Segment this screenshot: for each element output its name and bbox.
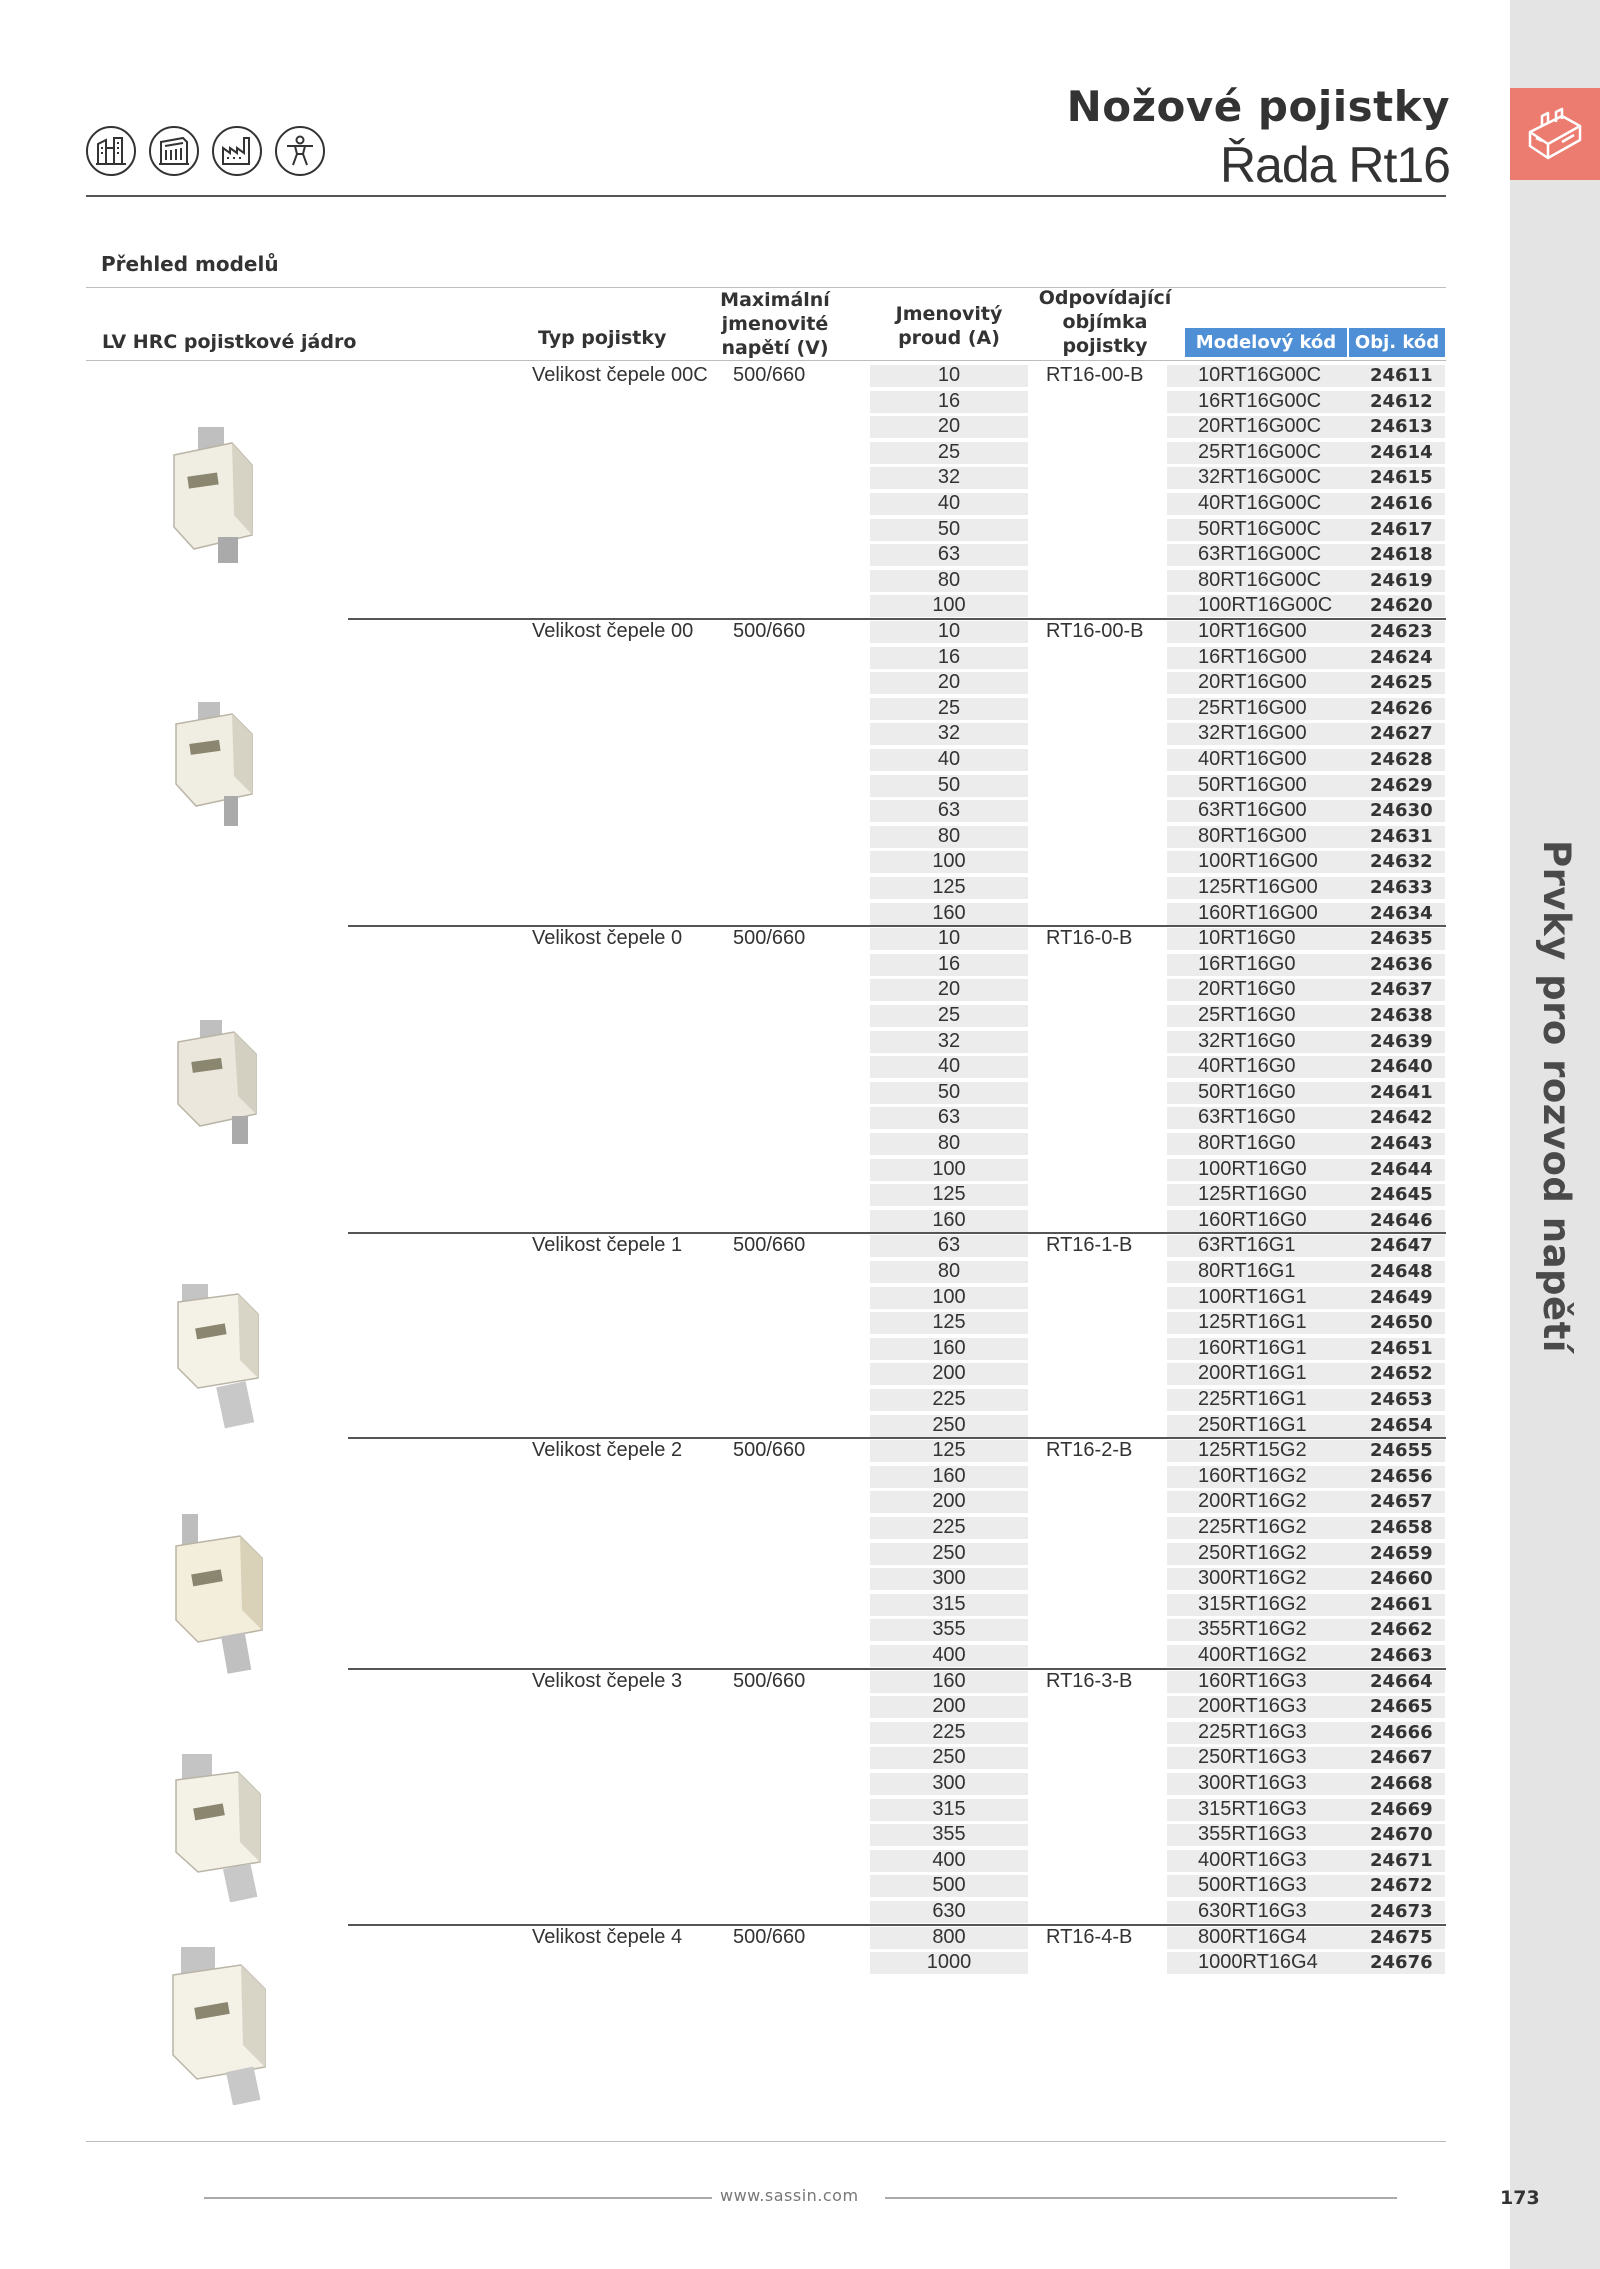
model-code: 50RT16G00C [1198,517,1322,540]
order-code: 24611 [1370,365,1433,386]
model-code: 10RT16G0 [1198,927,1296,950]
model-code: 32RT16G00 [1198,722,1307,745]
rated-current: 25 [937,440,961,463]
rated-current: 160 [932,1336,966,1359]
rated-current: 355 [932,1823,966,1846]
residential-building-icon [86,126,136,176]
rated-current: 32 [937,1029,961,1052]
model-code: 160RT16G1 [1198,1336,1307,1359]
rated-current: 800 [932,1925,966,1948]
rated-current: 355 [932,1618,966,1641]
order-code: 24633 [1370,877,1433,898]
col-code: Obj. kód [1349,328,1445,357]
rated-current: 20 [937,671,961,694]
order-code: 24668 [1370,1773,1433,1794]
col-voltage-line2: jmenovité [721,313,829,335]
table-row [0,1438,1600,1464]
col-type: Typ pojistky [538,327,667,349]
table-row [0,849,1600,875]
order-code: 24667 [1370,1747,1433,1769]
col-holder-line1: Odpovídající [1038,287,1172,309]
rated-current: 200 [932,1490,966,1513]
model-code: 160RT16G00 [1198,901,1318,924]
model-code: 160RT16G0 [1198,1208,1307,1231]
order-code: 24658 [1370,1517,1433,1538]
page-title: Nožové pojistky [1066,82,1450,131]
model-code: 40RT16G00C [1198,492,1322,514]
col-holder [1030,286,1180,358]
order-code: 24629 [1370,774,1433,796]
order-code: 24675 [1370,1926,1433,1948]
side-icon-box [1510,88,1600,180]
model-code: 10RT16G00 [1198,620,1307,642]
model-code: 125RT16G00 [1198,876,1318,898]
model-code: 25RT16G00 [1198,696,1307,719]
rated-current: 16 [937,952,961,975]
rated-current: 225 [932,1720,966,1743]
fuse-image-1 [168,1280,278,1435]
model-code: 63RT16G00 [1198,799,1307,822]
model-code: 25RT16G00C [1198,440,1322,463]
fuse-holder: RT16-00-B [1046,364,1144,386]
model-code: 25RT16G0 [1198,1004,1296,1026]
model-code: 1000RT16G4 [1198,1951,1318,1974]
table-row [0,1208,1600,1234]
rated-voltage: 500/660 [733,927,806,950]
rated-current: 125 [932,1439,966,1462]
rated-current: 125 [932,1183,966,1206]
model-code: 200RT16G1 [1198,1362,1307,1385]
order-code: 24612 [1370,390,1433,412]
rated-current: 250 [932,1541,966,1564]
rated-current: 63 [937,543,961,566]
order-code: 24665 [1370,1696,1433,1718]
rated-voltage: 500/660 [733,620,806,642]
rated-current: 20 [937,415,961,438]
model-code: 315RT16G3 [1198,1797,1307,1820]
fuse-image-2 [170,1510,280,1680]
rated-voltage: 500/660 [733,1669,806,1692]
model-code: 355RT16G3 [1198,1823,1307,1846]
page-number: 173 [1500,2187,1540,2209]
order-code: 24637 [1370,979,1433,1001]
table-row [0,901,1600,927]
order-code: 24646 [1370,1209,1433,1231]
fuse-holder: RT16-4-B [1046,1925,1133,1948]
fuse-image-4 [165,1945,285,2110]
order-code: 24624 [1370,646,1433,668]
order-code: 24631 [1370,825,1433,847]
fuse-holder: RT16-1-B [1046,1234,1133,1257]
order-code: 24647 [1370,1235,1433,1257]
rated-current: 50 [937,1080,961,1103]
fuse-holder: RT16-3-B [1046,1669,1133,1692]
rated-current: 10 [937,620,961,642]
rated-current: 160 [932,1669,966,1692]
rated-current: 100 [932,850,966,873]
order-code: 24618 [1370,544,1433,566]
fuse-type: Velikost čepele 0 [532,927,683,950]
table-row [0,926,1600,952]
rated-current: 32 [937,466,961,489]
order-code: 24619 [1370,569,1433,591]
table-row [0,645,1600,671]
table-row [0,1464,1600,1490]
rated-current: 315 [932,1797,966,1820]
rated-current: 225 [932,1516,966,1538]
order-code: 24673 [1370,1901,1433,1922]
order-code: 24657 [1370,1491,1433,1513]
model-code: 300RT16G3 [1198,1772,1307,1794]
model-code: 80RT16G1 [1198,1260,1296,1282]
rated-voltage: 500/660 [733,1234,806,1257]
model-code: 80RT16G00C [1198,568,1322,591]
order-code: 24626 [1370,697,1433,719]
order-code: 24628 [1370,749,1433,770]
model-code: 225RT16G1 [1198,1388,1307,1410]
rated-current: 225 [932,1388,966,1410]
table-row [0,593,1600,619]
order-code: 24645 [1370,1184,1433,1206]
table-row [0,875,1600,901]
order-code: 24640 [1370,1056,1433,1078]
order-code: 24642 [1370,1107,1433,1129]
model-code: 63RT16G00C [1198,543,1322,566]
table-row [0,1157,1600,1183]
model-code: 100RT16G1 [1198,1285,1307,1308]
rated-current: 400 [932,1644,966,1666]
model-code: 250RT16G3 [1198,1746,1307,1769]
order-code: 24666 [1370,1721,1433,1743]
order-code: 24654 [1370,1414,1433,1436]
order-code: 24671 [1370,1849,1433,1871]
rated-current: 40 [937,1055,961,1078]
order-code: 24651 [1370,1337,1433,1359]
rated-voltage: 500/660 [733,1439,806,1462]
model-code: 100RT16G0 [1198,1157,1307,1180]
model-code: 16RT16G0 [1198,952,1296,975]
order-code: 24636 [1370,953,1433,975]
model-code: 400RT16G3 [1198,1848,1307,1871]
order-code: 24652 [1370,1363,1433,1385]
order-code: 24634 [1370,902,1433,924]
model-code: 80RT16G00 [1198,824,1307,847]
fuse-box-icon [1522,102,1588,166]
fuse-type: Velikost čepele 4 [532,1925,683,1948]
table-row [0,568,1600,594]
rated-current: 100 [932,1285,966,1308]
rated-current: 25 [937,696,961,719]
header-bottom-rule [86,360,1446,361]
rated-current: 10 [937,927,961,950]
table-row [0,1233,1600,1259]
order-code: 24655 [1370,1440,1433,1462]
person-icon [275,126,325,176]
fuse-holder: RT16-00-B [1046,620,1144,642]
rated-current: 100 [932,1157,966,1180]
fuse-type: Velikost čepele 00C [532,364,708,386]
fuse-type: Velikost čepele 2 [532,1439,683,1462]
factory-icon [212,126,262,176]
rated-current: 1000 [926,1951,972,1974]
col-core: LV HRC pojistkové jádro [102,331,357,353]
table-row [0,670,1600,696]
order-code: 24643 [1370,1133,1433,1154]
order-code: 24663 [1370,1645,1433,1666]
model-code: 16RT16G00 [1198,645,1307,668]
model-code: 80RT16G0 [1198,1132,1296,1154]
fuse-holder: RT16-2-B [1046,1439,1133,1462]
section-title: Přehled modelů [101,252,279,276]
fuse-image-00 [168,700,268,835]
rated-current: 63 [937,799,961,822]
model-code: 40RT16G0 [1198,1055,1296,1078]
col-model: Modelový kód [1185,328,1347,357]
order-code: 24623 [1370,621,1433,642]
footer-url[interactable]: www.sassin.com [720,2186,859,2205]
order-code: 24670 [1370,1824,1433,1846]
model-code: 400RT16G2 [1198,1644,1307,1666]
order-code: 24650 [1370,1312,1433,1334]
model-code: 250RT16G1 [1198,1413,1307,1436]
fuse-image-00c [160,425,270,570]
page-subtitle: Řada Rt16 [1219,137,1450,193]
order-code: 24669 [1370,1798,1433,1820]
rated-current: 100 [932,594,966,617]
model-code: 20RT16G00C [1198,415,1322,438]
col-current [870,302,1028,350]
order-code: 24639 [1370,1030,1433,1052]
model-code: 225RT16G3 [1198,1720,1307,1743]
rated-current: 80 [937,568,961,591]
rated-current: 160 [932,1464,966,1487]
rated-current: 25 [937,1004,961,1026]
model-code: 160RT16G3 [1198,1669,1307,1692]
order-code: 24641 [1370,1081,1433,1103]
col-current-line1: Jmenovitý [895,303,1003,325]
rated-current: 40 [937,492,961,514]
rated-current: 32 [937,722,961,745]
model-code: 32RT16G00C [1198,466,1322,489]
footer-line-left [204,2197,712,2199]
order-code: 24625 [1370,672,1433,694]
rated-current: 630 [932,1900,966,1922]
order-code: 24617 [1370,518,1433,540]
order-code: 24676 [1370,1952,1433,1974]
model-code: 20RT16G00 [1198,671,1307,694]
model-code: 63RT16G0 [1198,1106,1296,1129]
model-code: 40RT16G00 [1198,748,1307,770]
order-code: 24635 [1370,928,1433,950]
model-code: 200RT16G2 [1198,1490,1307,1513]
fuse-type: Velikost čepele 00 [532,620,694,642]
order-code: 24630 [1370,800,1433,822]
col-holder-line2: objímka [1062,311,1148,333]
order-code: 24644 [1370,1158,1433,1180]
order-code: 24615 [1370,467,1433,489]
table-row [0,1720,1600,1746]
model-code: 63RT16G1 [1198,1234,1296,1257]
model-code: 16RT16G00C [1198,389,1322,412]
col-voltage-line3: napětí (V) [721,337,829,359]
rated-current: 40 [937,748,961,770]
table-row [0,389,1600,415]
rated-current: 63 [937,1234,961,1257]
rated-current: 50 [937,517,961,540]
order-code: 24613 [1370,416,1433,438]
rated-current: 315 [932,1592,966,1615]
order-code: 24661 [1370,1593,1433,1615]
rated-current: 250 [932,1413,966,1436]
rated-current: 300 [932,1567,966,1590]
model-code: 160RT16G2 [1198,1464,1307,1487]
model-code: 125RT15G2 [1198,1439,1307,1462]
order-code: 24672 [1370,1875,1433,1897]
table-row [0,363,1600,389]
order-code: 24648 [1370,1261,1433,1282]
table-row [0,619,1600,645]
rated-current: 300 [932,1772,966,1794]
rated-current: 500 [932,1874,966,1897]
table-row [0,952,1600,978]
order-code: 24656 [1370,1465,1433,1487]
order-code: 24627 [1370,723,1433,745]
rated-current: 250 [932,1746,966,1769]
fuse-holder: RT16-0-B [1046,927,1133,950]
model-code: 20RT16G0 [1198,978,1296,1001]
fuse-type: Velikost čepele 1 [532,1234,683,1257]
footer-line-right [885,2197,1397,2199]
rated-voltage: 500/660 [733,1925,806,1948]
fuse-image-0 [170,1018,270,1153]
model-code: 125RT16G0 [1198,1183,1307,1206]
rated-current: 80 [937,1132,961,1154]
order-code: 24653 [1370,1389,1433,1410]
model-code: 50RT16G00 [1198,773,1307,796]
rated-current: 200 [932,1695,966,1718]
order-code: 24620 [1370,595,1433,617]
rated-current: 10 [937,364,961,386]
rated-current: 125 [932,876,966,898]
model-code: 200RT16G3 [1198,1695,1307,1718]
table-row [0,1182,1600,1208]
col-current-line2: proud (A) [898,327,1000,349]
rated-current: 16 [937,645,961,668]
model-code: 225RT16G2 [1198,1516,1307,1538]
rated-voltage: 500/660 [733,364,806,386]
table-bottom-rule [86,2141,1446,2142]
fuse-image-3 [168,1752,278,1907]
model-code: 50RT16G0 [1198,1080,1296,1103]
header-icons [86,126,325,176]
rated-current: 63 [937,1106,961,1129]
col-holder-line3: pojistky [1062,335,1148,357]
order-code: 24664 [1370,1670,1433,1692]
rated-current: 80 [937,1260,961,1282]
table-row [0,1694,1600,1720]
col-voltage [700,288,850,360]
model-code: 630RT16G3 [1198,1900,1307,1922]
model-code: 10RT16G00C [1198,364,1322,386]
order-code: 24659 [1370,1542,1433,1564]
rated-current: 50 [937,773,961,796]
rated-current: 80 [937,824,961,847]
order-code: 24649 [1370,1286,1433,1308]
order-code: 24638 [1370,1005,1433,1026]
order-code: 24614 [1370,441,1433,463]
model-code: 100RT16G00C [1198,594,1333,617]
order-code: 24660 [1370,1568,1433,1590]
rated-current: 20 [937,978,961,1001]
rated-current: 16 [937,389,961,412]
model-code: 300RT16G2 [1198,1567,1307,1590]
model-code: 125RT16G1 [1198,1311,1307,1334]
rated-current: 200 [932,1362,966,1385]
commercial-building-icon [149,126,199,176]
rated-current: 160 [932,901,966,924]
rated-current: 400 [932,1848,966,1871]
model-code: 100RT16G00 [1198,850,1318,873]
model-code: 250RT16G2 [1198,1541,1307,1564]
model-code: 355RT16G2 [1198,1618,1307,1641]
side-label: Prvky pro rozvod napětí [1535,840,1578,1353]
rated-current: 160 [932,1208,966,1231]
col-voltage-line1: Maximální [720,289,830,311]
model-code: 32RT16G0 [1198,1029,1296,1052]
fuse-type: Velikost čepele 3 [532,1669,683,1692]
rated-current: 125 [932,1311,966,1334]
order-code: 24662 [1370,1619,1433,1641]
model-code: 500RT16G3 [1198,1874,1307,1897]
order-code: 24616 [1370,493,1433,514]
header-rule [86,195,1446,197]
order-code: 24632 [1370,851,1433,873]
table-row [0,977,1600,1003]
model-code: 800RT16G4 [1198,1925,1307,1948]
model-code: 315RT16G2 [1198,1592,1307,1615]
